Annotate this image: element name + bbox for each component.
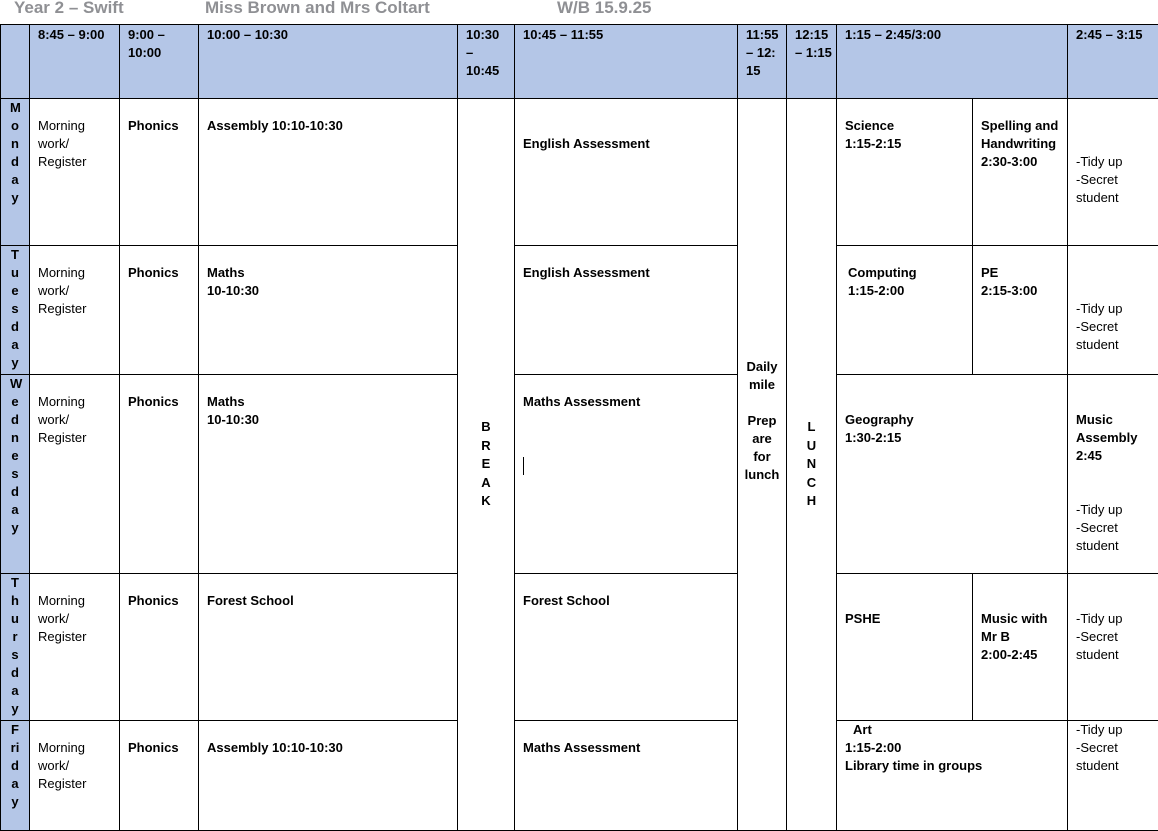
afternoon-cell: Spelling and Handwriting 2:30-3:00: [973, 99, 1068, 246]
end-of-day-cell: -Tidy up -Secret student: [1068, 721, 1158, 831]
lunch-column: LUNCH: [787, 99, 837, 831]
day-row-tuesday: [1, 246, 1158, 375]
daily-mile-column: Daily mile Prep are for lunch: [738, 99, 787, 831]
header-time: 12:15 – 1:15: [787, 25, 837, 99]
afternoon-cell: Science 1:15-2:15: [837, 99, 973, 246]
header-time: 10:45 – 11:55: [515, 25, 738, 99]
lesson-cell: Forest School: [199, 574, 458, 721]
day-label: Monday: [1, 99, 30, 246]
header-time: 1:15 – 2:45/3:00: [837, 25, 1068, 99]
lesson-cell: English Assessment: [515, 99, 738, 246]
lesson-cell: Assembly 10:10-10:30: [199, 99, 458, 246]
teacher-names: Miss Brown and Mrs Coltart: [205, 0, 430, 18]
timetable: [0, 24, 1158, 831]
afternoon-cell: PE 2:15-3:00: [973, 246, 1068, 375]
afternoon-cell: PSHE: [837, 574, 973, 721]
day-row-wednesday: [1, 375, 1158, 574]
text-cursor: [523, 457, 524, 475]
day-row-friday: [1, 721, 1158, 831]
class-name: Year 2 – Swift: [14, 0, 124, 18]
day-row-thursday: [1, 574, 1158, 721]
lesson-cell: Maths Assessment: [515, 375, 738, 574]
header-time: 2:45 – 3:15: [1068, 25, 1158, 99]
lesson-cell: Maths 10-10:30: [199, 375, 458, 574]
lesson-cell: Maths Assessment: [515, 721, 738, 831]
header-time: 9:00 – 10:00: [120, 25, 199, 99]
phonics-cell: Phonics: [120, 574, 199, 721]
header-time: 10:30 – 10:45: [458, 25, 515, 99]
lesson-cell: English Assessment: [515, 246, 738, 375]
phonics-cell: Phonics: [120, 721, 199, 831]
lesson-cell: Assembly 10:10-10:30: [199, 721, 458, 831]
week-beginning: W/B 15.9.25: [557, 0, 652, 18]
morning-cell: Morning work/ Register: [30, 246, 120, 375]
afternoon-cell: Music with Mr B 2:00-2:45: [973, 574, 1068, 721]
end-of-day-cell: -Tidy up -Secret student: [1068, 246, 1158, 375]
afternoon-cell: Geography 1:30-2:15: [837, 375, 1068, 574]
header-row: [1, 25, 1158, 99]
phonics-cell: Phonics: [120, 99, 199, 246]
afternoon-cell: Art 1:15-2:00 Library time in groups: [837, 721, 1068, 831]
day-label: Tuesday: [1, 246, 30, 375]
day-row-monday: [1, 99, 1158, 246]
day-label: Wednesday: [1, 375, 30, 574]
lesson-cell: Maths 10-10:30: [199, 246, 458, 375]
afternoon-cell: Computing 1:15-2:00: [837, 246, 973, 375]
day-label: Friday: [1, 721, 30, 831]
phonics-cell: Phonics: [120, 375, 199, 574]
header-corner: [1, 25, 30, 99]
end-of-day-cell: Music Assembly 2:45 -Tidy up -Secret student: [1068, 375, 1158, 574]
phonics-cell: Phonics: [120, 246, 199, 375]
header-time: 10:00 – 10:30: [199, 25, 458, 99]
lesson-cell: Forest School: [515, 574, 738, 721]
morning-cell: Morning work/ Register: [30, 574, 120, 721]
header-time: 8:45 – 9:00: [30, 25, 120, 99]
morning-cell: Morning work/ Register: [30, 375, 120, 574]
end-of-day-cell: -Tidy up -Secret student: [1068, 574, 1158, 721]
day-label: Thursday: [1, 574, 30, 721]
end-of-day-cell: -Tidy up -Secret student: [1068, 99, 1158, 246]
art-label: Art: [845, 722, 872, 737]
morning-cell: Morning work/ Register: [30, 721, 120, 831]
morning-cell: Morning work/ Register: [30, 99, 120, 246]
music-assembly-note: Music Assembly 2:45: [1076, 411, 1150, 465]
header-time: 11:55 – 12:15: [738, 25, 787, 99]
timetable-title: [0, 0, 1158, 22]
break-column: BREAK: [458, 99, 515, 831]
